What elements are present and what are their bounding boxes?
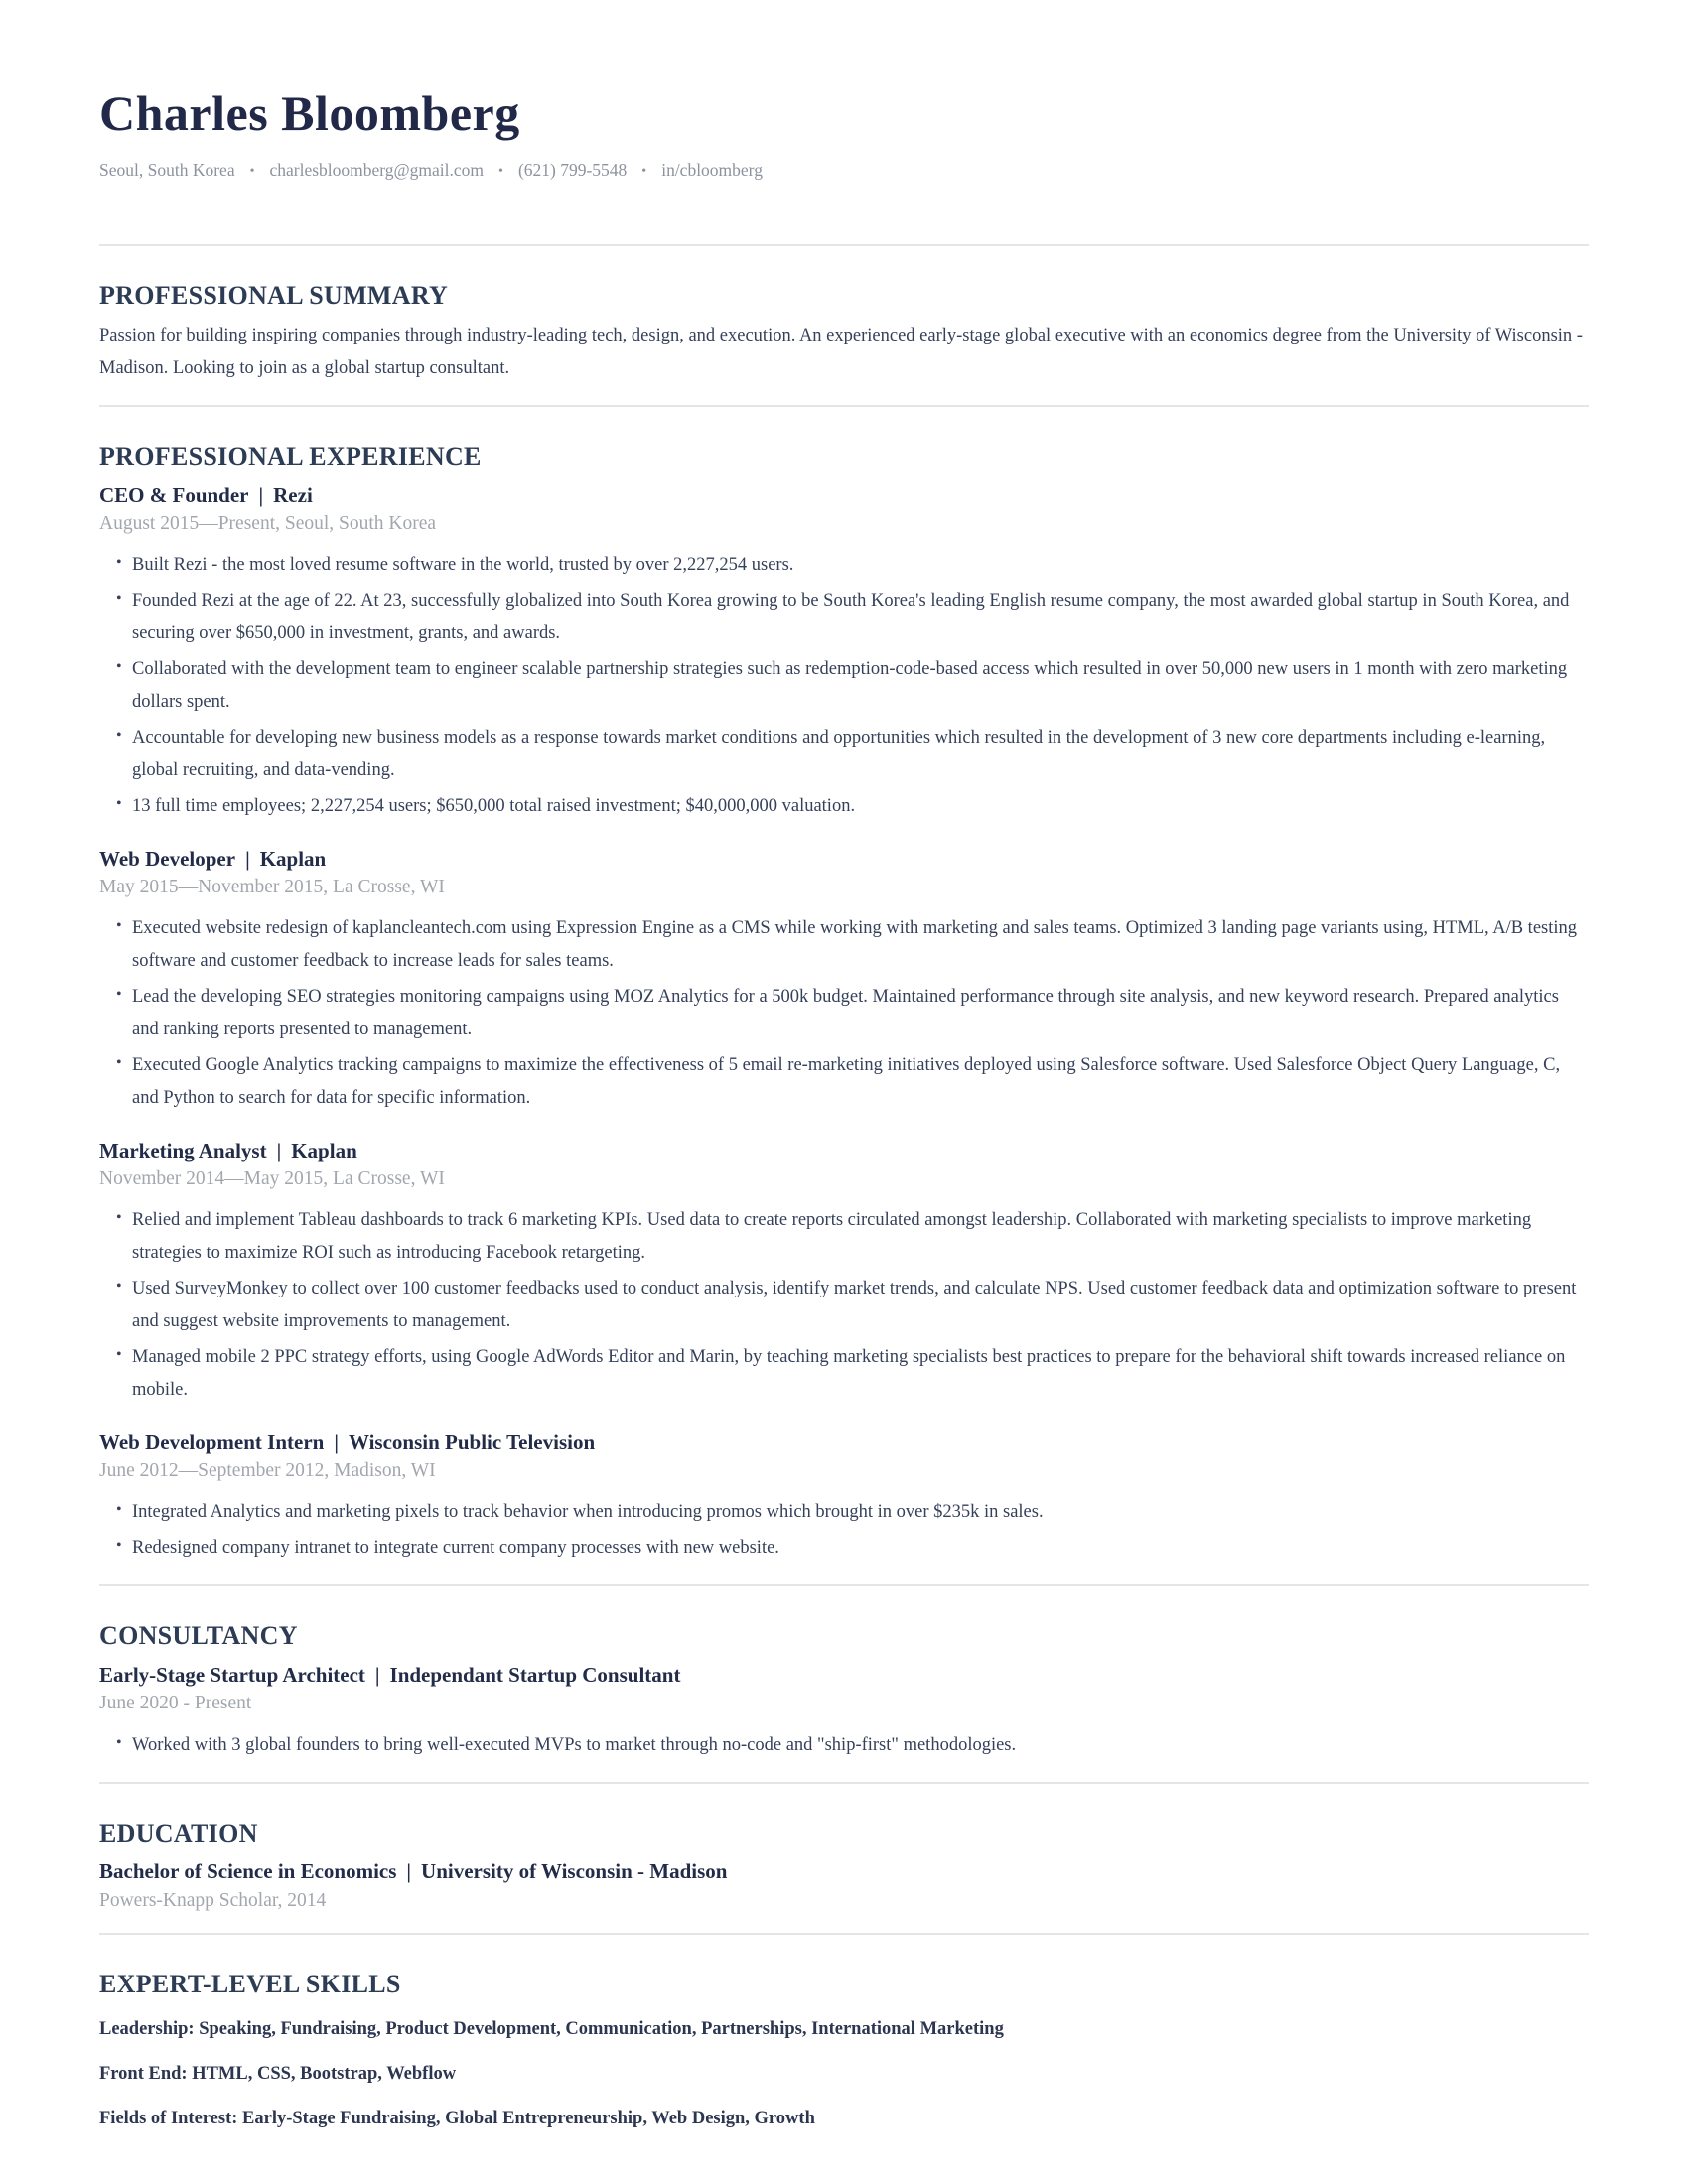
job-dates-location: August 2015—Present, Seoul, South Korea (99, 512, 437, 534)
job-dates-location: May 2015—November 2015, La Crosse, WI (99, 876, 445, 897)
contact-separator-dot: • (249, 164, 255, 179)
consultancy-heading: CONSULTANCY (99, 1621, 298, 1651)
contact-line (99, 160, 1589, 181)
job-bullet: • Accountable for developing new business models as a response towards market conditions and opportunities which resulted in the development of 3 new core departments including e-learning, global recruiting, and data-vending. (116, 722, 1589, 787)
section-divider (99, 244, 1589, 246)
job-bullet: • Redesigned company intranet to integrate current company processes with new website. (116, 1532, 1589, 1565)
job-bullet: • Relied and implement Tableau dashboards to track 6 marketing KPIs. Used data to create reports circulated amongst leadership. Collaborated with marketing specialists to improve marketing strategies to maximize ROI such as introducing Facebook retargeting. (116, 1204, 1589, 1270)
section-professional-experience (99, 442, 1589, 1565)
job-bullet: • Executed Google Analytics tracking campaigns to maximize the effectiveness of 5 email re-marketing initiatives deployed using Salesforce software. Used Salesforce Object Query Language, C, and Python to search for data for specific information. (116, 1049, 1589, 1115)
contact-location: Seoul, South Korea (99, 160, 235, 180)
job-role: CEO & Founder (99, 482, 249, 507)
section-divider (99, 1933, 1589, 1935)
education-heading: EDUCATION (99, 1818, 258, 1847)
job-bullet: • Integrated Analytics and marketing pixels to track behavior when introducing promos which brought in over $235k in sales. (116, 1496, 1589, 1529)
job-company: Wisconsin Public Television (348, 1430, 596, 1454)
job-startup-architect (99, 1663, 1589, 1761)
job-role: Early-Stage Startup Architect (99, 1663, 365, 1688)
summary-heading: PROFESSIONAL SUMMARY (99, 281, 449, 310)
skills-heading: EXPERT-LEVEL SKILLS (99, 1969, 401, 1998)
contact-linkedin: in/cbloomberg (661, 160, 763, 180)
pipe-separator: | (245, 846, 250, 871)
pipe-separator: | (334, 1430, 339, 1454)
job-title-line (99, 1663, 1589, 1688)
skill-line-front-end: Front End: HTML, CSS, Bootstrap, Webflow (99, 2063, 457, 2084)
job-company: Independant Startup Consultant (389, 1663, 681, 1688)
job-bullet: • Built Rezi - the most loved resume software in the world, trusted by over 2,227,254 users. (116, 549, 1589, 582)
experience-heading: PROFESSIONAL EXPERIENCE (99, 441, 482, 471)
job-bullet: • Executed website redesign of kaplancleantech.com using Expression Engine as a CMS while working with marketing and sales teams. Optimized 3 landing page variants using, HTML, A/B testing software and customer feedback to increase leads for sales teams. (116, 912, 1589, 978)
job-dates-location: June 2012—September 2012, Madison, WI (99, 1459, 436, 1481)
education-title-line (99, 1859, 1589, 1884)
job-web-development-intern-wpt (99, 1431, 1589, 1565)
job-company: Kaplan (291, 1138, 357, 1162)
education-details: Powers-Knapp Scholar, 2014 (99, 1889, 327, 1911)
section-divider (99, 405, 1589, 407)
job-dates-location: November 2014—May 2015, La Crosse, WI (99, 1167, 445, 1189)
section-professional-summary (99, 281, 1589, 385)
job-bullet: • Used SurveyMonkey to collect over 100 customer feedbacks used to conduct analysis, identify market trends, and calculate NPS. Used customer feedback data and optimization software to present and suggest website improvements to management. (116, 1273, 1589, 1338)
job-bullet: • Founded Rezi at the age of 22. At 23, successfully globalized into South Korea growing to be South Korea's leading English resume company, the most awarded global startup in South Korea, and securing over $650,000 in investment, grants, and awards. (116, 585, 1589, 650)
section-consultancy (99, 1621, 1589, 1761)
section-divider (99, 1782, 1589, 1784)
pipe-separator: | (374, 1663, 380, 1688)
job-title-line (99, 847, 1589, 872)
job-bullet-list (99, 549, 1589, 822)
job-bullet: • Worked with 3 global founders to bring well-executed MVPs to market through no-code and "ship-first" methodologies. (116, 1729, 1589, 1762)
job-web-developer-kaplan (99, 847, 1589, 1115)
job-title-line (99, 483, 1589, 508)
job-dates-location: June 2020 - Present (99, 1693, 252, 1714)
section-education (99, 1819, 1589, 1913)
contact-email: charlesbloomberg@gmail.com (269, 160, 485, 180)
section-expert-level-skills (99, 1970, 1589, 2135)
contact-separator-dot: • (641, 164, 647, 179)
contact-separator-dot: • (498, 164, 503, 179)
job-bullet: • Managed mobile 2 PPC strategy efforts, using Google AdWords Editor and Marin, by teaching marketing specialists best practices to prepare for the behavioral shift towards increased reliance on mobile. (116, 1341, 1589, 1407)
summary-text: Passion for building inspiring companies through industry-leading tech, design, and execution. An experienced early-stage global executive with an economics degree from the University of Wisconsin - Madison. Looking to join as a global startup consultant. (99, 325, 1583, 378)
skill-line-fields-of-interest: Fields of Interest: Early-Stage Fundraising, Global Entrepreneurship, Web Design, Growth (99, 2108, 815, 2128)
job-bullet: • Lead the developing SEO strategies monitoring campaigns using MOZ Analytics for a 500k budget. Maintained performance through site analysis, and new keyword research. Prepared analytics and ranking reports presented to management. (116, 981, 1589, 1046)
job-bullet-list (99, 912, 1589, 1115)
job-bullet-list (99, 1729, 1589, 1762)
job-marketing-analyst-kaplan (99, 1139, 1589, 1407)
job-role: Web Development Intern (99, 1430, 325, 1454)
pipe-separator: | (276, 1138, 282, 1162)
job-ceo-founder-rezi (99, 483, 1589, 823)
job-company: Rezi (273, 482, 313, 507)
job-company: Kaplan (259, 846, 327, 871)
candidate-name: Charles Bloomberg (99, 85, 520, 141)
job-bullet-list (99, 1496, 1589, 1565)
job-title-line (99, 1139, 1589, 1163)
contact-phone: (621) 799-5548 (517, 160, 628, 180)
job-role: Marketing Analyst (99, 1138, 267, 1162)
job-role: Web Developer (99, 846, 236, 871)
education-degree: Bachelor of Science in Economics (99, 1859, 397, 1884)
job-title-line (99, 1431, 1589, 1455)
pipe-separator: | (258, 482, 264, 507)
job-bullet: • Collaborated with the development team to engineer scalable partnership strategies such as redemption-code-based access which resulted in over 50,000 new users in 1 month with zero marketing dollars spent. (116, 653, 1589, 719)
section-divider (99, 1584, 1589, 1586)
skill-line-leadership: Leadership: Speaking, Fundraising, Product Development, Communication, Partnerships, International Marketing (99, 2018, 1004, 2039)
job-bullet-list (99, 1204, 1589, 1407)
education-entry (99, 1859, 1589, 1913)
pipe-separator: | (406, 1859, 412, 1884)
resume-header (99, 85, 1589, 181)
job-bullet: • 13 full time employees; 2,227,254 users; $650,000 total raised investment; $40,000,000 valuation. (116, 790, 1589, 823)
education-school: University of Wisconsin - Madison (421, 1859, 728, 1884)
